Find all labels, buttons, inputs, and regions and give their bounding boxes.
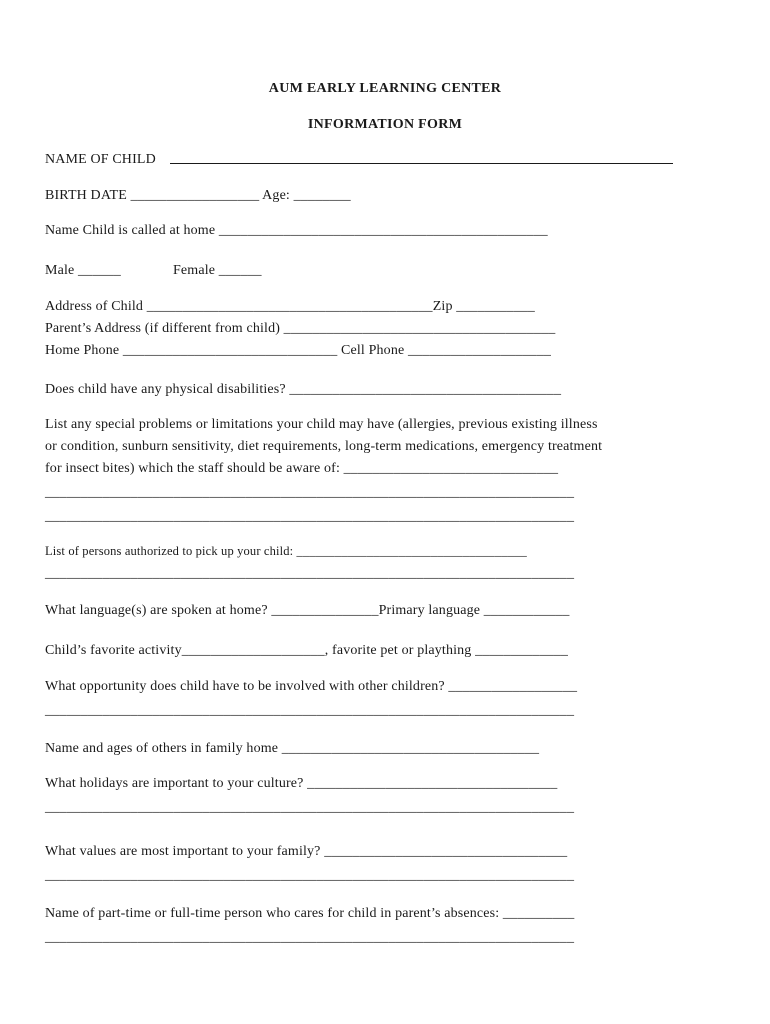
holidays-line-1[interactable]: What holidays are important to your culture? ___________________________________	[45, 776, 558, 791]
family-field[interactable]: Name and ages of others in family home ____________________________________	[45, 741, 540, 756]
values-line-2[interactable]: __________________________________________________________________________	[45, 868, 575, 883]
address-field[interactable]: Address of Child ________________________________________Zip ___________	[45, 299, 535, 314]
caretaker-line-2[interactable]: __________________________________________________________________________	[45, 930, 575, 945]
name-of-child-label: NAME OF CHILD	[45, 152, 156, 167]
values-line-1[interactable]: What values are most important to your family? __________________________________	[45, 844, 568, 859]
female-field[interactable]: Female ______	[173, 263, 262, 278]
favorite-activity-field[interactable]: Child’s favorite activity____________________, favorite pet or plaything _____________	[45, 643, 569, 658]
special-problems-line-4[interactable]: __________________________________________________________________________	[45, 485, 575, 500]
special-problems-line-2: or condition, sunburn sensitivity, diet requirements, long-term medications, emergency treatment	[45, 439, 603, 454]
disabilities-field[interactable]: Does child have any physical disabilities? ______________________________________	[45, 382, 562, 397]
special-problems-line-1: List any special problems or limitations your child may have (allergies, previous existing illness	[45, 417, 598, 432]
opportunity-line-2[interactable]: __________________________________________________________________________	[45, 703, 575, 718]
form-title: AUM EARLY LEARNING CENTER	[268, 81, 502, 96]
special-problems-line-3[interactable]: for insect bites) which the staff should be aware of: ______________________________	[45, 461, 559, 476]
holidays-line-2[interactable]: __________________________________________________________________________	[45, 800, 575, 815]
phone-fields[interactable]: Home Phone ______________________________ Cell Phone ____________________	[45, 343, 551, 358]
birth-date-age-field[interactable]: BIRTH DATE __________________ Age: ________	[45, 188, 351, 203]
pickup-line-1[interactable]: List of persons authorized to pick up your child: ____________________________________	[45, 544, 527, 558]
called-at-home-field[interactable]: Name Child is called at home ______________________________________________	[45, 223, 548, 238]
parents-address-field[interactable]: Parent’s Address (if different from child) ______________________________________	[45, 321, 556, 336]
name-of-child-line[interactable]	[170, 163, 673, 164]
caretaker-line-1[interactable]: Name of part-time or full-time person who cares for child in parent’s absences: __________	[45, 906, 575, 921]
opportunity-line-1[interactable]: What opportunity does child have to be involved with other children? __________________	[45, 679, 578, 694]
languages-field[interactable]: What language(s) are spoken at home? _______________Primary language ____________	[45, 603, 570, 618]
pickup-line-2[interactable]: __________________________________________________________________________	[45, 566, 575, 581]
male-field[interactable]: Male ______	[45, 263, 121, 278]
special-problems-line-5[interactable]: __________________________________________________________________________	[45, 509, 575, 524]
form-subtitle: INFORMATION FORM	[307, 117, 463, 132]
